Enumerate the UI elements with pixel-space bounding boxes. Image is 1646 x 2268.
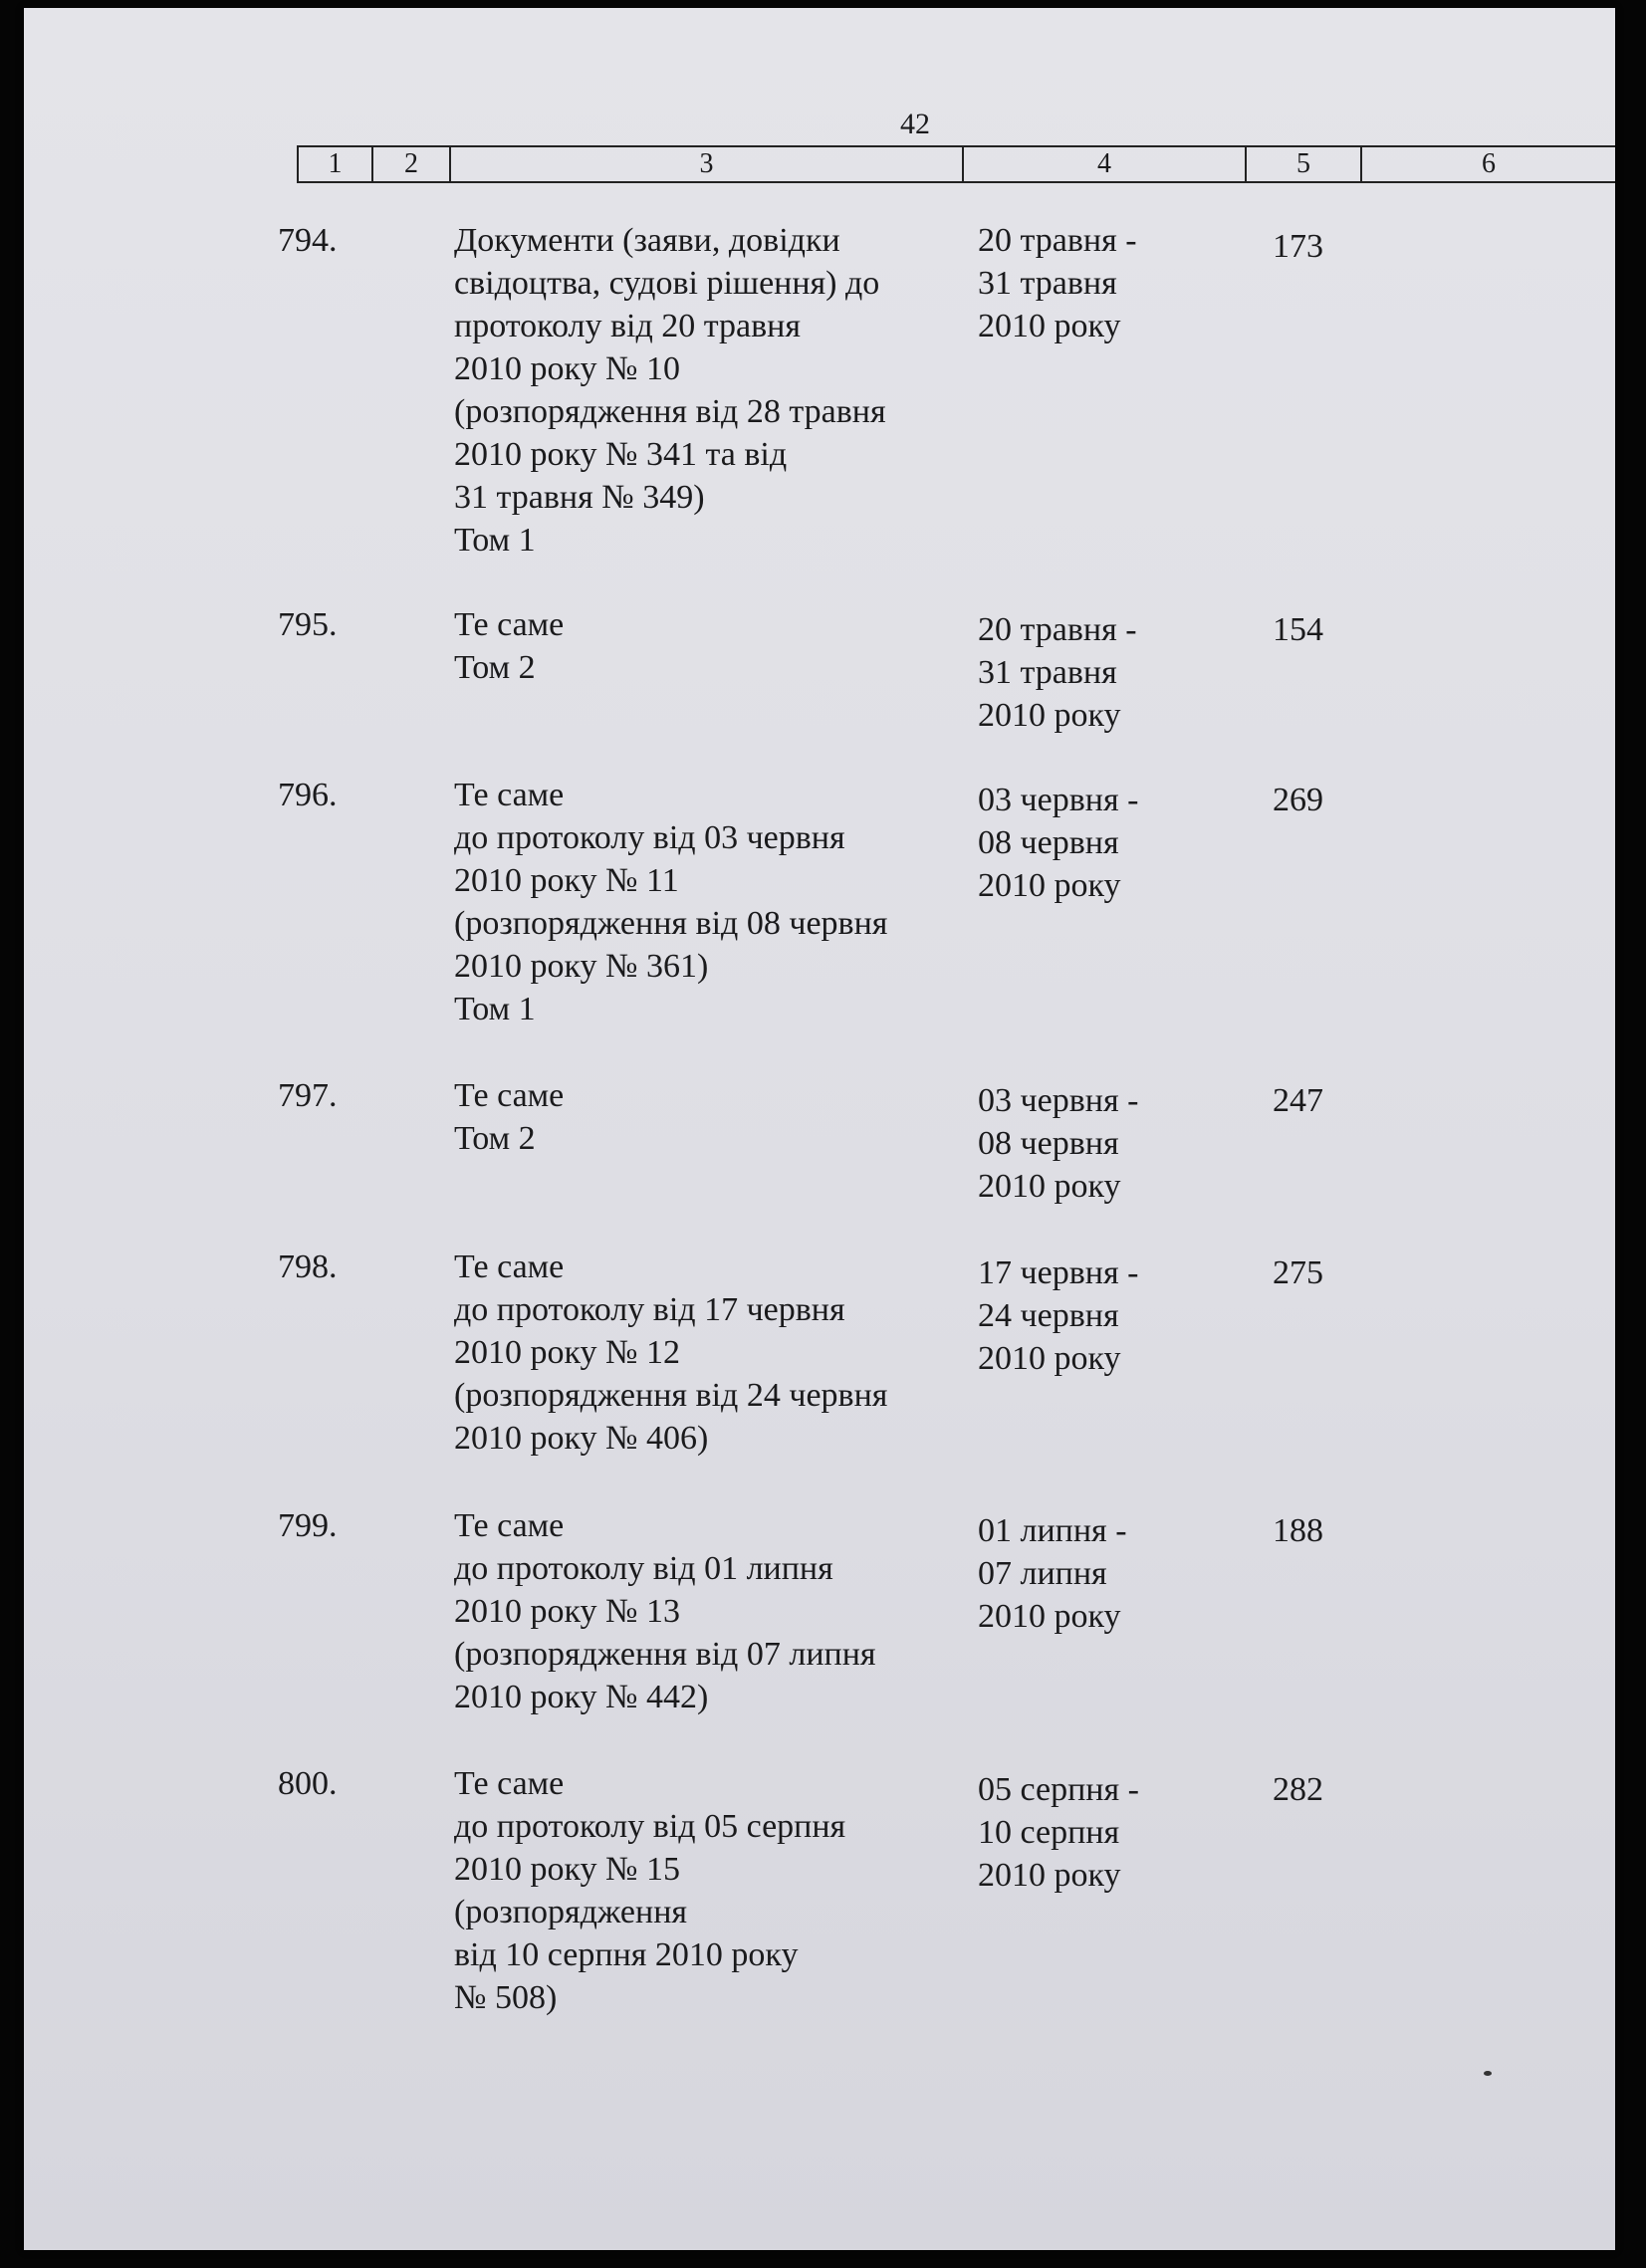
row-number: 798. <box>278 1248 338 1285</box>
row-number: 797. <box>278 1077 338 1114</box>
row-dates: 05 серпня - 10 серпня 2010 року <box>978 1771 1139 1894</box>
row-dates: 01 липня - 07 липня 2010 року <box>978 1512 1127 1635</box>
row-number: 796. <box>278 777 338 813</box>
row-description: Те саме до протоколу від 01 липня 2010 року № 13 (розпорядження від 07 липня 2010 року № 442) <box>454 1507 876 1715</box>
document-page <box>24 8 1615 2250</box>
row-number: 794. <box>278 222 338 259</box>
column-header-5: 5 <box>1245 147 1360 181</box>
row-description: Те саме до протоколу від 03 червня 2010 року № 11 (розпорядження від 08 червня 2010 року № 361) Том 1 <box>454 777 888 1027</box>
row-dates: 03 червня - 08 червня 2010 року <box>978 1082 1139 1205</box>
table-header-row <box>297 145 1615 183</box>
column-header-3: 3 <box>449 147 962 181</box>
row-number: 799. <box>278 1507 338 1544</box>
row-dates: 20 травня - 31 травня 2010 року <box>978 611 1137 734</box>
row-dates: 03 червня - 08 червня 2010 року <box>978 782 1139 904</box>
row-sheet-count: 269 <box>1273 782 1323 818</box>
row-sheet-count: 275 <box>1273 1254 1323 1291</box>
column-header-2: 2 <box>371 147 449 181</box>
row-description: Те саме Том 2 <box>454 1077 565 1157</box>
row-dates: 20 травня - 31 травня 2010 року <box>978 222 1137 344</box>
row-sheet-count: 173 <box>1273 228 1323 265</box>
row-sheet-count: 154 <box>1273 611 1323 648</box>
row-sheet-count: 282 <box>1273 1771 1323 1808</box>
row-number: 800. <box>278 1765 338 1802</box>
paper-speck <box>1484 2071 1492 2076</box>
row-sheet-count: 247 <box>1273 1082 1323 1119</box>
row-description: Те саме до протоколу від 05 серпня 2010 року № 15 (розпорядження від 10 серпня 2010 року № 508) <box>454 1765 846 2016</box>
row-sheet-count: 188 <box>1273 1512 1323 1549</box>
row-description: Те саме до протоколу від 17 червня 2010 року № 12 (розпорядження від 24 червня 2010 року № 406) <box>454 1248 888 1457</box>
page-number: 42 <box>900 108 930 140</box>
column-header-4: 4 <box>962 147 1245 181</box>
row-description: Те саме Том 2 <box>454 606 565 686</box>
column-header-6: 6 <box>1360 147 1615 181</box>
column-header-1: 1 <box>297 147 371 181</box>
row-description: Документи (заяви, довідки свідоцтва, судові рішення) до протоколу від 20 травня 2010 року № 10 (розпорядження від 28 травня 2010 року № 341 та від 31 травня № 349) Том 1 <box>454 222 886 559</box>
row-number: 795. <box>278 606 338 643</box>
row-dates: 17 червня - 24 червня 2010 року <box>978 1254 1139 1377</box>
